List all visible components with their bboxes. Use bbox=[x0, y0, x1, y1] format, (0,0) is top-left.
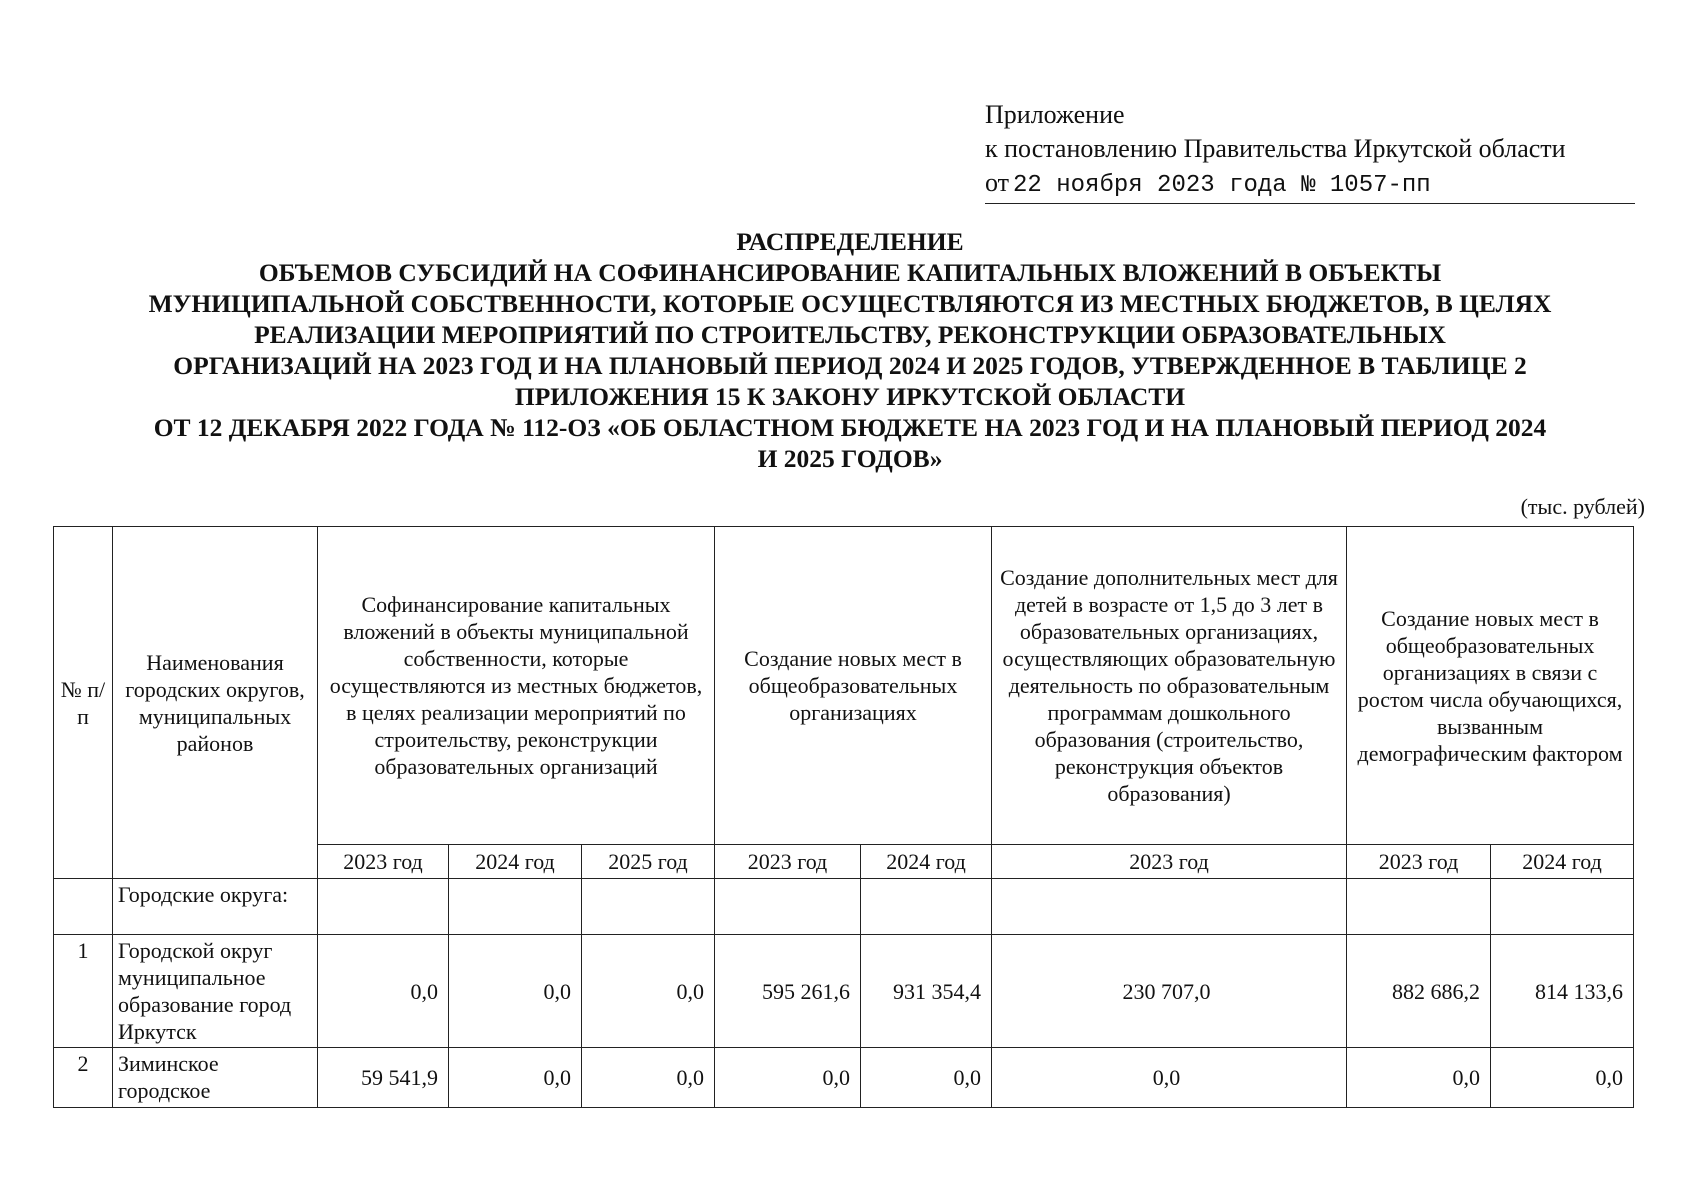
row-num: 1 bbox=[54, 935, 113, 1048]
title-line: ОРГАНИЗАЦИЙ НА 2023 ГОД И НА ПЛАНОВЫЙ ПЕРИОД 2024 И 2025 ГОДОВ, УТВЕРЖДЕННОЕ В ТАБЛИЦЕ 2 bbox=[173, 351, 1527, 380]
title-line: ОТ 12 ДЕКАБРЯ 2022 ГОДА № 112-ОЗ «ОБ ОБЛАСТНОМ БЮДЖЕТЕ НА 2023 ГОД И НА ПЛАНОВЫЙ ПЕРИОД 2024 bbox=[153, 413, 1547, 442]
appendix-date-prefix: от bbox=[985, 168, 1010, 197]
empty-cell bbox=[715, 879, 861, 935]
value-cell: 0,0 bbox=[861, 1048, 992, 1108]
value-cell: 814 133,6 bbox=[1491, 935, 1634, 1048]
value-cell: 0,0 bbox=[582, 935, 715, 1048]
title-line: ПРИЛОЖЕНИЯ 15 К ЗАКОНУ ИРКУТСКОЙ ОБЛАСТИ bbox=[514, 382, 1186, 411]
title-line: РЕАЛИЗАЦИИ МЕРОПРИЯТИЙ ПО СТРОИТЕЛЬСТВУ, РЕКОНСТРУКЦИИ ОБРАЗОВАТЕЛЬНЫХ bbox=[254, 320, 1446, 349]
value-cell: 0,0 bbox=[449, 1048, 582, 1108]
appendix-heading: Приложение bbox=[985, 100, 1125, 129]
value-cell: 0,0 bbox=[1347, 1048, 1491, 1108]
empty-cell bbox=[1491, 879, 1634, 935]
year-header: 2023 год bbox=[318, 845, 449, 879]
appendix-date-number: 22 ноября 2023 года № 1057-пп bbox=[1013, 172, 1431, 199]
header-group-new-places: Создание новых мест в общеобразовательных организациях bbox=[715, 527, 992, 845]
value-cell: 0,0 bbox=[715, 1048, 861, 1108]
value-cell: 0,0 bbox=[1491, 1048, 1634, 1108]
header-group-cofinancing: Софинансирование капитальных вложений в объекты муниципальной собственности, которые осуществляются из местных бюджетов, в целях реализации мероприятий по строительству, реконструкции образовательных организаций bbox=[318, 527, 715, 845]
section-row bbox=[54, 879, 1634, 935]
empty-cell bbox=[1347, 879, 1491, 935]
year-header: 2024 год bbox=[861, 845, 992, 879]
section-label: Городские округа: bbox=[113, 879, 318, 935]
empty-cell bbox=[449, 879, 582, 935]
value-cell: 931 354,4 bbox=[861, 935, 992, 1048]
value-cell: 0,0 bbox=[992, 1048, 1347, 1108]
table-row bbox=[54, 1048, 1634, 1108]
empty-cell bbox=[318, 879, 449, 935]
value-cell: 0,0 bbox=[318, 935, 449, 1048]
value-cell: 595 261,6 bbox=[715, 935, 861, 1048]
table-row bbox=[54, 935, 1634, 1048]
subsidy-table bbox=[53, 526, 1634, 1108]
year-header: 2024 год bbox=[449, 845, 582, 879]
value-cell: 230 707,0 bbox=[992, 935, 1347, 1048]
row-num: 2 bbox=[54, 1048, 113, 1108]
header-group-preschool-places: Создание дополнительных мест для детей в возрасте от 1,5 до 3 лет в образовательных организациях, осуществляющих образовательную деятельность по образовательным программам дошкольного образования (строительство, реконструкция объектов образования) bbox=[992, 527, 1347, 845]
appendix-date-line bbox=[985, 166, 1635, 204]
appendix-block bbox=[985, 98, 1635, 204]
section-num-cell bbox=[54, 879, 113, 935]
year-header: 2025 год bbox=[582, 845, 715, 879]
year-header: 2023 год bbox=[715, 845, 861, 879]
year-header: 2023 год bbox=[992, 845, 1347, 879]
document-title bbox=[30, 226, 1670, 474]
value-cell: 0,0 bbox=[449, 935, 582, 1048]
row-name: Зиминское городское bbox=[113, 1048, 318, 1108]
value-cell: 882 686,2 bbox=[1347, 935, 1491, 1048]
title-line: РАСПРЕДЕЛЕНИЕ bbox=[736, 227, 964, 256]
year-header: 2024 год bbox=[1491, 845, 1634, 879]
header-row bbox=[54, 527, 1634, 845]
header-name: Наименования городских округов, муниципальных районов bbox=[113, 527, 318, 879]
appendix-reference: к постановлению Правительства Иркутской области bbox=[985, 134, 1566, 163]
title-line: ОБЪЕМОВ СУБСИДИЙ НА СОФИНАНСИРОВАНИЕ КАПИТАЛЬНЫХ ВЛОЖЕНИЙ В ОБЪЕКТЫ bbox=[258, 258, 1442, 287]
value-cell: 59 541,9 bbox=[318, 1048, 449, 1108]
units-label: (тыс. рублей) bbox=[1520, 494, 1645, 519]
header-group-demographic: Создание новых мест в общеобразовательных организациях в связи с ростом числа обучающихся, вызванным демографическим фактором bbox=[1347, 527, 1634, 845]
title-line: МУНИЦИПАЛЬНОЙ СОБСТВЕННОСТИ, КОТОРЫЕ ОСУЩЕСТВЛЯЮТСЯ ИЗ МЕСТНЫХ БЮДЖЕТОВ, В ЦЕЛЯХ bbox=[148, 289, 1552, 318]
title-line: И 2025 ГОДОВ» bbox=[757, 444, 943, 473]
value-cell: 0,0 bbox=[582, 1048, 715, 1108]
empty-cell bbox=[992, 879, 1347, 935]
row-name: Городской округ муниципальное образование город Иркутск bbox=[113, 935, 318, 1048]
empty-cell bbox=[582, 879, 715, 935]
empty-cell bbox=[861, 879, 992, 935]
year-header: 2023 год bbox=[1347, 845, 1491, 879]
header-num: № п/п bbox=[54, 527, 113, 879]
